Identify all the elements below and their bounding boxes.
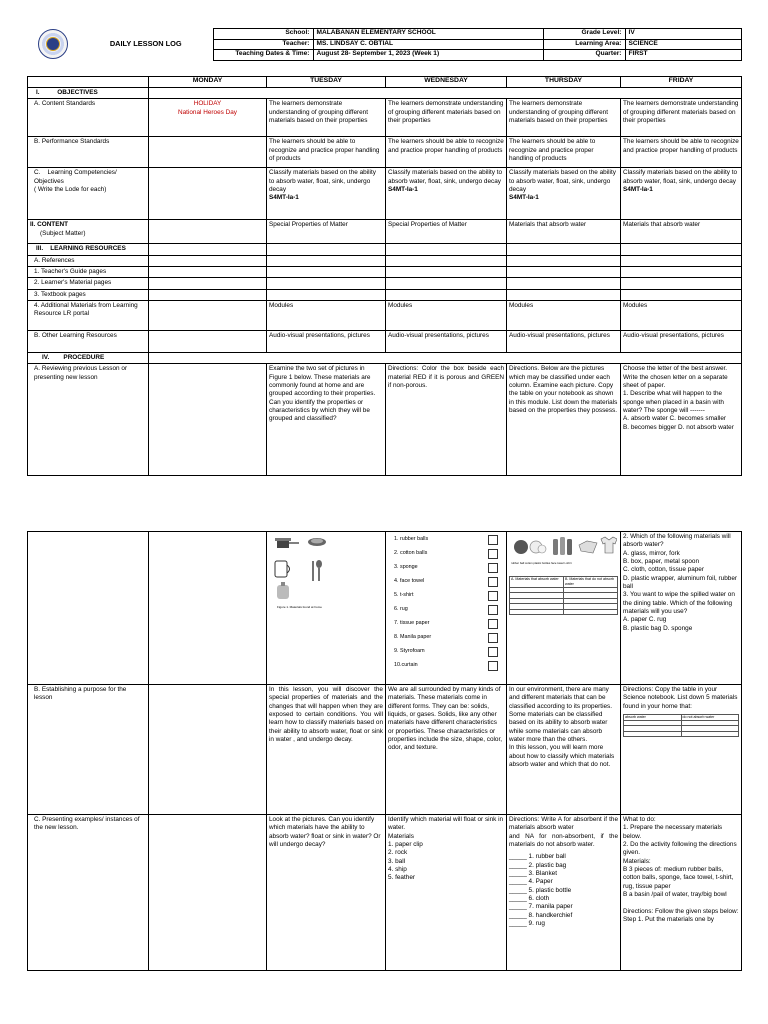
checkbox[interactable] [488, 633, 498, 643]
rubber-ball-icon [514, 540, 528, 554]
teacher-label: Teacher: [213, 39, 313, 50]
thu-classify-table: A. Materials that absorb water B. Materials that do not absorb water [509, 576, 618, 615]
label-purpose: B. Establishing a purpose for the lesson [28, 685, 149, 815]
content-fri: Materials that absorb water [621, 220, 742, 244]
label-other-resources: B. Other Learning Resources [28, 330, 149, 352]
lesson-table [27, 76, 741, 476]
content-standard-wed: The learners demonstrate understanding of grouping different materials based on their properties [386, 99, 507, 137]
list-item: 7. tissue paper [394, 617, 498, 631]
checkbox[interactable] [488, 605, 498, 615]
svg-text:Figure 1. Materials found at h: Figure 1. Materials found at home [277, 605, 322, 609]
label-additional: 4. Additional Materials from Learning Resource LR portal [28, 300, 149, 330]
content-thu: Materials that absorb water [507, 220, 621, 244]
list-item: 3. sponge [394, 561, 498, 575]
face-towel-icon [579, 541, 597, 553]
quarter-value: FIRST [625, 50, 741, 61]
examples-fri: What to do: 1. Prepare the necessary materials below. 2. Do the activity following the directions given. Materials: B 3 pieces of: medium rubber balls, cotton balls, sponge, face towel, t-shirt, rug, tissue paper B a basin /pail of water, tray/big bowl Directions: Follow the given steps below: Step 1. Put the materials one by [621, 815, 742, 971]
table-row [28, 137, 742, 168]
plastic-bottle-icon [553, 539, 558, 555]
table-row [28, 352, 742, 363]
bottle-icon [277, 585, 289, 599]
label-competencies: C. Learning Competencies/ Objectives ( Write the Lode for each) [28, 168, 149, 220]
quiz-continued-fri: 2. Which of the following materials will absorb water? A. glass, mirror, fork B. box, paper, metal spoon C. cloth, cotton, tissue paper D. plastic wrapper, aluminum foil, rubber ball 3. You want to wipe the spilled water on the dining table. Which of the following materials will you use? A. paper C. rug B. plastic bag D. sponge [621, 532, 742, 685]
checkbox[interactable] [488, 619, 498, 629]
modules-wed: Modules [386, 300, 507, 330]
list-item: 2. cotton balls [394, 547, 498, 561]
competency-fri: Classify materials based on the ability to absorb water, float, sink, undergo decay S4MT-Ia-1 [621, 168, 742, 220]
materials-pictures [509, 533, 617, 569]
label-teachers-guide: 1. Teacher's Guide pages [28, 266, 149, 277]
table-row [28, 364, 742, 476]
section-procedure: IV. PROCEDURE [28, 352, 149, 363]
av-wed: Audio-visual presentations, pictures [386, 330, 507, 352]
av-fri: Audio-visual presentations, pictures [621, 330, 742, 352]
household-items-figure [269, 533, 349, 611]
label-content: II. CONTENT (Subject Matter) [28, 220, 149, 244]
tshirt-icon [601, 537, 617, 553]
competency-thu: Classify materials based on the ability to absorb water, float, sink, undergo decay S4MT-Ia-1 [507, 168, 621, 220]
section-resources: III. LEARNING RESOURCES [28, 244, 149, 255]
purpose-fri: Directions: Copy the table in your Science notebook. List down 5 materials found in your home that: absorb water do not absorb water [621, 685, 742, 815]
day-wednesday: WEDNESDAY [386, 77, 507, 88]
school-label: School: [213, 29, 313, 40]
checkbox[interactable] [488, 535, 498, 545]
day-tuesday: TUESDAY [267, 77, 386, 88]
checkbox[interactable] [488, 563, 498, 573]
list-item: 9. Styrofoam [394, 645, 498, 659]
quarter-label: Quarter: [543, 50, 625, 61]
label-learners-material: 2. Learner's Material pages [28, 278, 149, 289]
list-item: 1. rubber balls [394, 533, 498, 547]
teacher-value: MS. LINDSAY C. OBTIAL [313, 39, 543, 50]
area-value: SCIENCE [625, 39, 741, 50]
fri-home-table: absorb water do not absorb water [623, 714, 739, 737]
label-reviewing: A. Reviewing previous Lesson or presenting new lesson [28, 364, 149, 476]
mug-icon [275, 561, 287, 577]
svg-text:rubber ball cotton plastic: rubber ball cotton plastic bottles face towel t-shirt [511, 561, 572, 565]
list-item: 10.curtain [394, 659, 498, 673]
label-references: A. References [28, 255, 149, 266]
av-tue: Audio-visual presentations, pictures [267, 330, 386, 352]
content-wed: Special Properties of Matter [386, 220, 507, 244]
table-row [28, 168, 742, 220]
av-thu: Audio-visual presentations, pictures [507, 330, 621, 352]
area-label: Learning Area: [543, 39, 625, 50]
section-objectives: I. OBJECTIVES [28, 88, 149, 99]
performance-std-wed: The learners should be able to recognize and practice proper handling of products [386, 137, 507, 168]
table-row [28, 685, 742, 815]
label-content-standards: A. Content Standards [28, 99, 149, 137]
day-friday: FRIDAY [621, 77, 742, 88]
day-header-row [28, 77, 742, 88]
spoon-icon [316, 560, 322, 568]
purpose-thu: In our environment, there are many and different materials that can be classified according to its properties. Some materials can be classified based on its ability to absorb water while some materials can absorb water more than the others. In this lesson, you will learn more about how to classify which materials absorb water and which that do not. [507, 685, 621, 815]
content-tue: Special Properties of Matter [267, 220, 386, 244]
content-standard-thu: The learners demonstrate understanding of grouping different materials based on their properties [507, 99, 621, 137]
figure-cell-tue [267, 532, 386, 685]
modules-tue: Modules [267, 300, 386, 330]
review-wed: Directions: Color the box beside each material RED if it is porous and GREEN if non-porous. [386, 364, 507, 476]
dates-value: August 28- September 1, 2023 (Week 1) [313, 50, 543, 61]
deped-seal [27, 29, 79, 61]
seal-icon [38, 29, 68, 59]
purpose-wed: We are all surrounded by many kinds of materials. These materials come in different forms. They can be: solids, liquids, or gases. Solids, like any other materials have different characteristics or properties. These characteristics or properties include the size, shape, color, odor, and texture. [386, 685, 507, 815]
review-fri: Choose the letter of the best answer. Write the chosen letter on a separate sheet of paper. 1. Describe what will happen to the sponge when placed in a basin with water? The sponge will ------- A. absorb water C. becomes smaller B. becomes bigger D. not absorb water [621, 364, 742, 476]
examples-thu: Directions: Write A for absorbent if the materials absorb water and NA for non-absorbent, if the materials do not absorb water. _____ 1. rubber ball _____ 2. plastic bag _____ 3. Blanket _____ 4. Paper _____ 5. plastic bottle _____ 6. cloth _____ 7. manila paper _____ 8. handkerchief _____ 9. rug [507, 815, 621, 971]
performance-std-thu: The learners should be able to recognize and practice proper handling of products [507, 137, 621, 168]
examples-tue: Look at the pictures. Can you identify which materials have the ability to absorb water? float or sink in water? Or will undergo decay? [267, 815, 386, 971]
examples-wed: Identify which material will float or sink in water. Materials 1. paper clip 2. rock 3. ball 4. ship 5. feather [386, 815, 507, 971]
day-monday: MONDAY [149, 77, 267, 88]
performance-std-fri: The learners should be able to recognize and practice proper handling of products [621, 137, 742, 168]
table-row [28, 266, 742, 277]
label-textbook: 3. Textbook pages [28, 289, 149, 300]
dates-label: Teaching Dates & Time: [213, 50, 313, 61]
competency-wed: Classify materials based on the ability to absorb water, float, sink, undergo decay S4MT-Ia-1 [386, 168, 507, 220]
review-tue: Examine the two set of pictures in Figure 1 below. These materials are commonly found at home and are grouped according to their properties. Can you identify the properties or characteristics by which they will be grouped and classified? [267, 364, 386, 476]
table-row [28, 255, 742, 266]
document-title: DAILY LESSON LOG [109, 39, 182, 49]
content-standard-fri: The learners demonstrate understanding of grouping different materials based on their properties [621, 99, 742, 137]
day-thursday: THURSDAY [507, 77, 621, 88]
label-performance-standards: B. Performance Standards [28, 137, 149, 168]
table-row [28, 220, 742, 244]
label-examples: C. Presenting examples/ instances of the new lesson. [28, 815, 149, 971]
purpose-tue: In this lesson, you will discover the special properties of materials and the changes that will happen when they are exposed to certain conditions. You will learn how to classify materials based on their ability to absorb water, float or sink in water , and undergo decay. [267, 685, 386, 815]
table-row [28, 88, 742, 99]
performance-std-tue: The learners should be able to recognize and practice proper handling of products [267, 137, 386, 168]
review-thu: Directions. Below are the pictures which may be classified under each column. Examine each picture. Copy the table on your notebook as shown in this module. List down the materials based on the properties they possess. [507, 364, 621, 476]
table-row [28, 244, 742, 255]
table-row [28, 278, 742, 289]
checkbox[interactable] [488, 591, 498, 601]
competency-tue: Classify materials based on the ability to absorb water, float, sink, undergo decay S4MT-Ia-1 [267, 168, 386, 220]
table-row [28, 300, 742, 330]
school-value: MALABANAN ELEMENTARY SCHOOL [313, 29, 543, 40]
checkbox[interactable] [488, 577, 498, 587]
table-row [28, 99, 742, 137]
monday-holiday: HOLIDAY National Heroes Day [149, 99, 267, 137]
table-row [28, 289, 742, 300]
grade-value: IV [625, 29, 741, 40]
list-item: 4. face towel [394, 575, 498, 589]
modules-thu: Modules [507, 300, 621, 330]
table-row [28, 532, 742, 685]
table-row [28, 330, 742, 352]
checkbox[interactable] [488, 647, 498, 657]
table-row [28, 815, 742, 971]
checkbox-list-wed [386, 532, 507, 685]
list-item: 8. Manila paper [394, 631, 498, 645]
list-item: 6. rug [394, 603, 498, 617]
content-standard-tue: The learners demonstrate understanding of grouping different materials based on their properties [267, 99, 386, 137]
lesson-table-continued [27, 531, 741, 971]
list-item: 5. t-shirt [394, 589, 498, 603]
checkbox[interactable] [488, 549, 498, 559]
figure-cell-thu [507, 532, 621, 685]
grade-label: Grade Level: [543, 29, 625, 40]
header [27, 28, 741, 61]
checkbox[interactable] [488, 661, 498, 671]
modules-fri: Modules [621, 300, 742, 330]
